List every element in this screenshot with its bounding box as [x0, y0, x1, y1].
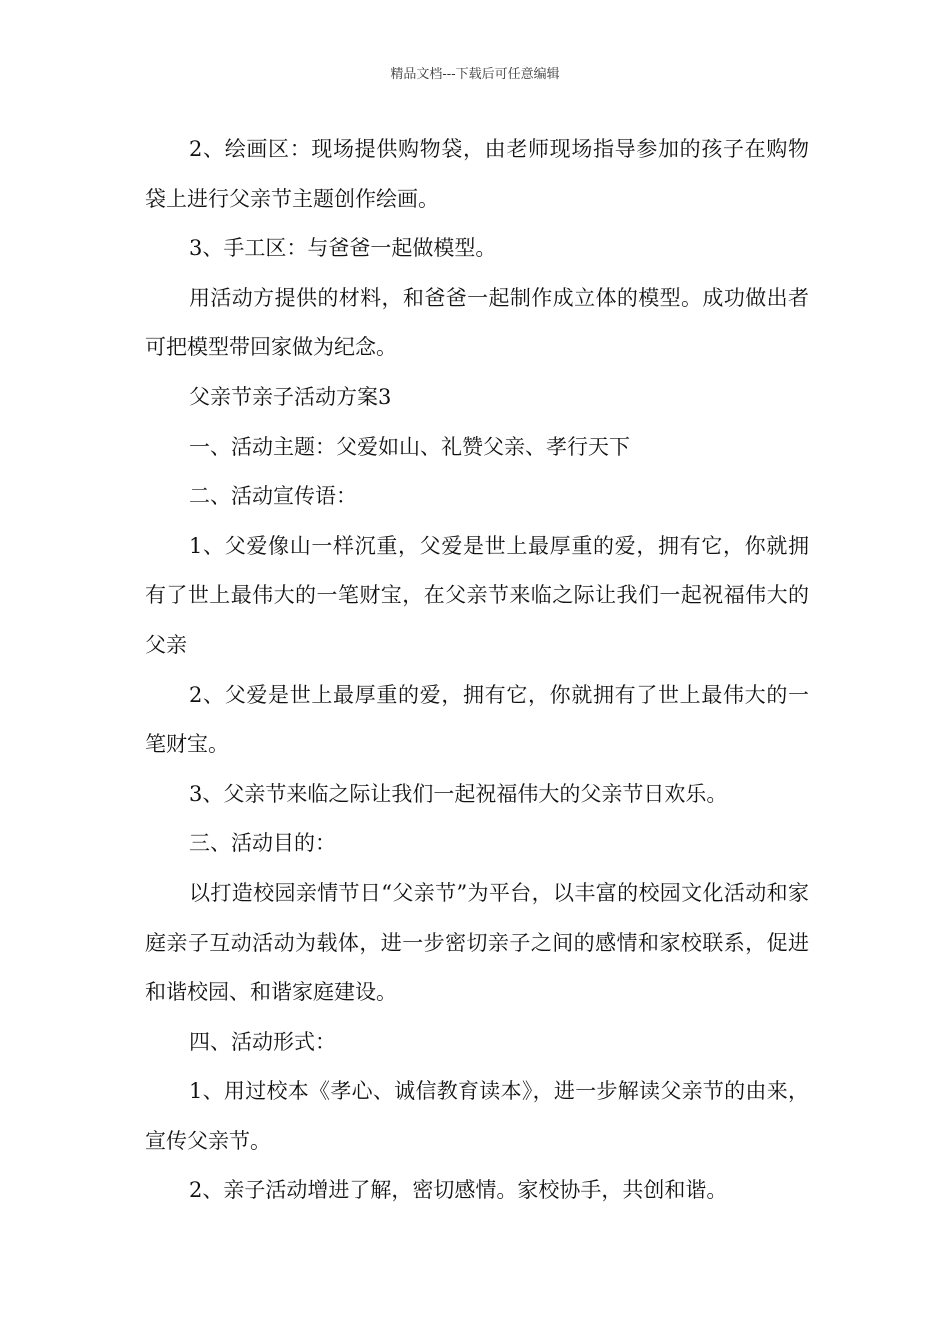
paragraph: 3、父亲节来临之际让我们一起祝福伟大的父亲节日欢乐。: [189, 781, 728, 806]
paragraph: 1、父爱像山一样沉重，父爱是世上最厚重的爱，拥有它，你就拥有了世上最伟大的一笔财宝，在父亲节来临之际让我们一起祝福伟大的父亲: [145, 533, 809, 657]
paragraph: 2、亲子活动增进了解，密切感情。家校协手，共创和谐。: [189, 1178, 728, 1203]
paragraph: 2、绘画区：现场提供购物袋，由老师现场指导参加的孩子在购物袋上进行父亲节主题创作绘画。: [145, 137, 809, 211]
section-heading: 一、活动主题：父爱如山、礼赞父亲、孝行天下: [189, 434, 630, 459]
section-heading: 四、活动形式：: [189, 1029, 336, 1054]
paragraph: 用活动方提供的材料，和爸爸一起制作成立体的模型。成功做出者可把模型带回家做为纪念。: [145, 285, 809, 360]
section-heading: 三、活动目的：: [189, 831, 336, 856]
section-heading: 二、活动宣传语：: [189, 484, 357, 509]
section-title: 父亲节亲子活动方案3: [189, 384, 392, 409]
page-header: 精品文档---下载后可任意编辑: [390, 67, 560, 82]
paragraph: 3、手工区：与爸爸一起做模型。: [189, 236, 497, 261]
paragraph: 1、用过校本《孝心、诚信教育读本》，进一步解读父亲节的由来，宣传父亲节。: [145, 1079, 809, 1153]
paragraph: 以打造校园亲情节日“父亲节”为平台，以丰富的校园文化活动和家庭亲子互动活动为载体，进一步密切亲子之间的感情和家校联系，促进和谐校园、和谐家庭建设。: [145, 880, 809, 1005]
paragraph: 2、父爱是世上最厚重的爱，拥有它，你就拥有了世上最伟大的一笔财宝。: [145, 682, 809, 757]
document-body: [145, 125, 809, 1216]
